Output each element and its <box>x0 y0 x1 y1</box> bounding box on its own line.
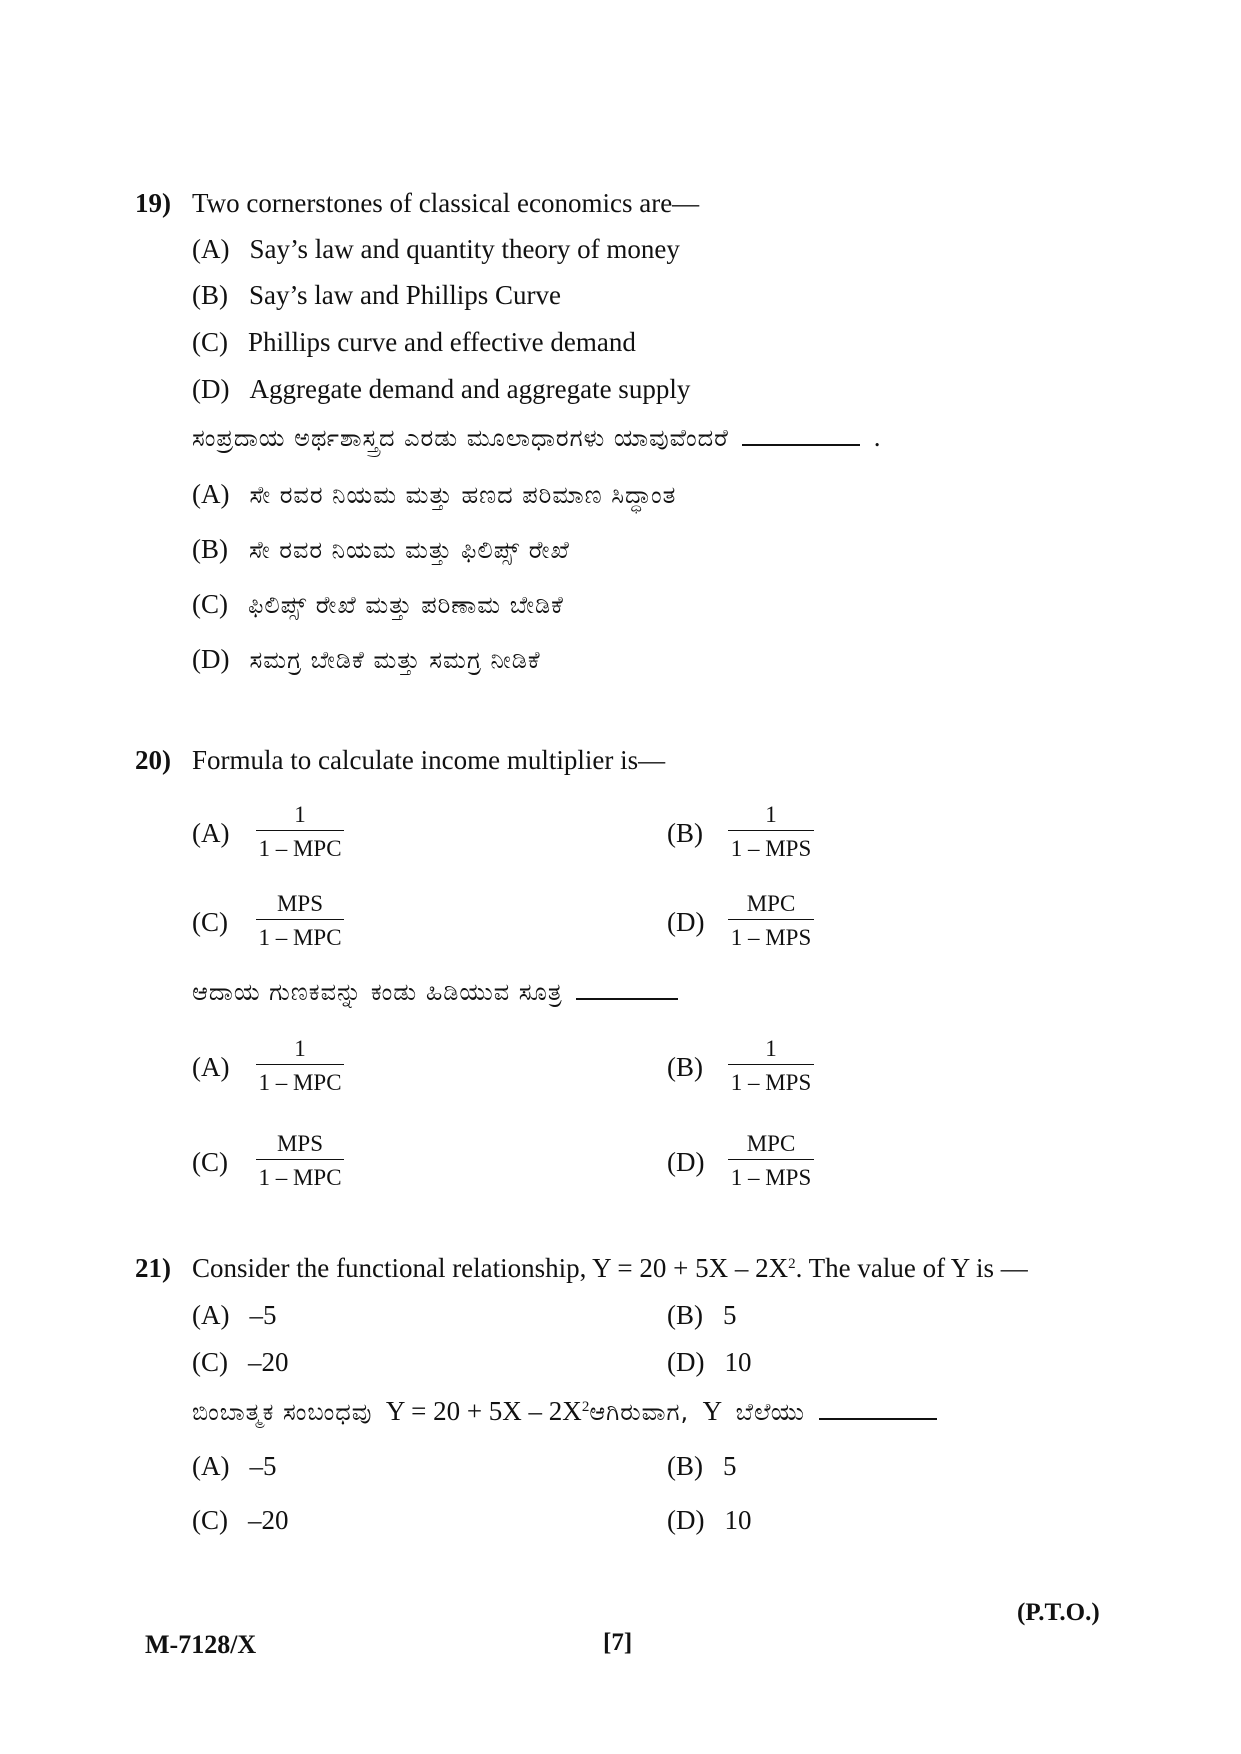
option-text: –20 <box>248 1347 289 1377</box>
exponent: 2 <box>581 1399 590 1415</box>
q20-kn-option-d-fraction <box>728 1132 814 1189</box>
pto-note: (P.T.O.) <box>1017 1599 1100 1626</box>
numerator: 1 <box>256 803 344 831</box>
q21-option-a <box>192 1302 276 1329</box>
q21-kannada-text-start: ಬಿಂಬಾತ್ಮಕ ಸಂಬಂಧವು <box>192 1398 373 1426</box>
option-text: Aggregate demand and aggregate supply <box>249 374 691 404</box>
numerator: 1 <box>256 1037 344 1065</box>
option-label: (D) <box>667 1347 705 1377</box>
q19-kannada-question <box>192 424 881 451</box>
q20-kn-option-a-fraction <box>256 1037 344 1094</box>
option-text: ಫಿಲಿಪ್ಸ್ ರೇಖೆ ಮತ್ತು ಪರಿಣಾಮ ಬೇಡಿಕೆ <box>248 591 564 619</box>
denominator: 1 – MPC <box>258 836 342 861</box>
q20-option-a-label: (A) <box>192 818 230 848</box>
q21-option-d <box>667 1349 751 1376</box>
q20-number: 20) <box>135 745 171 775</box>
answer-blank <box>819 1418 937 1420</box>
q20-kn-option-b-label: (B) <box>667 1052 703 1082</box>
option-label: (C) <box>192 1347 228 1377</box>
q20-option-d-fraction <box>728 892 814 949</box>
option-label: (A) <box>192 234 230 264</box>
denominator: 1 – MPS <box>730 836 812 861</box>
q21-kannada-text-mid: ಆಗಿರುವಾಗ, <box>589 1398 690 1426</box>
q20-option-a-fraction <box>256 803 344 860</box>
option-label: (C) <box>192 327 228 357</box>
q21-kannada-text-end: ಬೆಲೆಯು <box>735 1398 806 1426</box>
option-text: ಸೇ ರವರ ನಿಯಮ ಮತ್ತು ಫಿಲಿಪ್ಸ್ ರೇಖೆ <box>249 536 570 564</box>
option-text: 10 <box>724 1347 752 1377</box>
option-text: 5 <box>723 1451 737 1481</box>
q19-option-d <box>192 376 690 403</box>
exponent: 2 <box>788 1256 796 1272</box>
option-text: 10 <box>724 1505 752 1535</box>
q20-kn-option-b-fraction <box>728 1037 814 1094</box>
denominator: 1 – MPC <box>258 925 342 950</box>
q21-kn-option-b <box>667 1453 737 1480</box>
option-text: Say’s law and quantity theory of money <box>249 234 680 264</box>
option-label: (B) <box>192 280 228 310</box>
q19-kn-option-d <box>192 646 541 673</box>
answer-blank <box>742 444 860 446</box>
q21-kannada-formula: Y = 20 + 5X – 2X <box>385 1396 582 1426</box>
denominator: 1 – MPC <box>258 1165 342 1190</box>
option-label: (A) <box>192 1451 230 1481</box>
q20-text: Formula to calculate income multiplier is— <box>192 745 666 775</box>
denominator: 1 – MPC <box>258 1070 342 1095</box>
q20-kn-option-c-label: (C) <box>192 1147 228 1177</box>
q19-option-b <box>192 282 561 309</box>
option-label: (A) <box>192 479 230 509</box>
numerator: MPC <box>728 892 814 920</box>
q20-kn-option-c-fraction <box>256 1132 344 1189</box>
option-label: (B) <box>667 1451 703 1481</box>
q21-option-b <box>667 1302 737 1329</box>
option-label: (D) <box>192 374 230 404</box>
option-text: 5 <box>723 1300 737 1330</box>
numerator: MPC <box>728 1132 814 1160</box>
option-text: –20 <box>248 1505 289 1535</box>
q19-number: 19) <box>135 188 171 218</box>
q19-text: Two cornerstones of classical economics are— <box>192 188 700 218</box>
option-label: (D) <box>192 644 230 674</box>
option-label: (A) <box>192 1300 230 1330</box>
q21-kannada-y: Y <box>702 1396 723 1426</box>
answer-blank <box>576 998 678 1000</box>
q20-option-c-label: (C) <box>192 907 228 937</box>
option-label: (B) <box>192 534 228 564</box>
option-text: ಸೇ ರವರ ನಿಯಮ ಮತ್ತು ಹಣದ ಪರಿಮಾಣ ಸಿದ್ಧಾಂತ <box>249 481 677 509</box>
q19-option-c <box>192 329 636 356</box>
numerator: MPS <box>256 1132 344 1160</box>
paper-code: M-7128/X <box>145 1630 257 1659</box>
page-number: [7] <box>603 1629 633 1656</box>
option-text: ಸಮಗ್ರ ಬೇಡಿಕೆ ಮತ್ತು ಸಮಗ್ರ ನೀಡಿಕೆ <box>249 646 541 674</box>
q21-text <box>192 1255 1028 1282</box>
q20-option-b-fraction <box>728 803 814 860</box>
q19-kn-option-c <box>192 591 564 618</box>
q21-option-c <box>192 1349 289 1376</box>
q19-kn-option-a <box>192 481 676 508</box>
q20-kn-option-a-label: (A) <box>192 1052 230 1082</box>
denominator: 1 – MPS <box>730 1165 812 1190</box>
numerator: 1 <box>728 1037 814 1065</box>
option-label: (C) <box>192 589 228 619</box>
q21-kn-option-a <box>192 1453 276 1480</box>
q20-option-d-label: (D) <box>667 907 705 937</box>
q21-number: 21) <box>135 1253 171 1283</box>
q20-option-b-label: (B) <box>667 818 703 848</box>
option-text: Say’s law and Phillips Curve <box>249 280 561 310</box>
q20-kn-option-d-label: (D) <box>667 1147 705 1177</box>
q21-kannada-question <box>192 1398 937 1425</box>
option-text: Phillips curve and effective demand <box>248 327 636 357</box>
numerator: MPS <box>256 892 344 920</box>
q19-kannada-period: . <box>873 422 881 452</box>
denominator: 1 – MPS <box>730 925 812 950</box>
denominator: 1 – MPS <box>730 1070 812 1095</box>
q20-kannada-text: ಆದಾಯ ಗುಣಕವನ್ನು ಕಂಡು ಹಿಡಿಯುವ ಸೂತ್ರ <box>192 978 563 1006</box>
q19-kn-option-b <box>192 536 570 563</box>
option-text: –5 <box>249 1451 277 1481</box>
q21-kn-option-c <box>192 1507 289 1534</box>
option-label: (C) <box>192 1505 228 1535</box>
q20-option-c-fraction <box>256 892 344 949</box>
q20-kannada-question <box>192 978 678 1005</box>
option-text: –5 <box>249 1300 277 1330</box>
q21-text-end: . The value of Y is — <box>795 1253 1028 1283</box>
numerator: 1 <box>728 803 814 831</box>
q21-text-start: Consider the functional relationship, Y = 20 + 5X – 2X <box>192 1253 789 1283</box>
option-label: (D) <box>667 1505 705 1535</box>
q19-option-a <box>192 236 680 263</box>
q21-kn-option-d <box>667 1507 751 1534</box>
q19-kannada-text: ಸಂಪ್ರದಾಯ ಅರ್ಥಶಾಸ್ತ್ರದ ಎರಡು ಮೂಲಾಧಾರಗಳು ಯಾವುವೆಂದರೆ <box>192 424 729 452</box>
option-label: (B) <box>667 1300 703 1330</box>
